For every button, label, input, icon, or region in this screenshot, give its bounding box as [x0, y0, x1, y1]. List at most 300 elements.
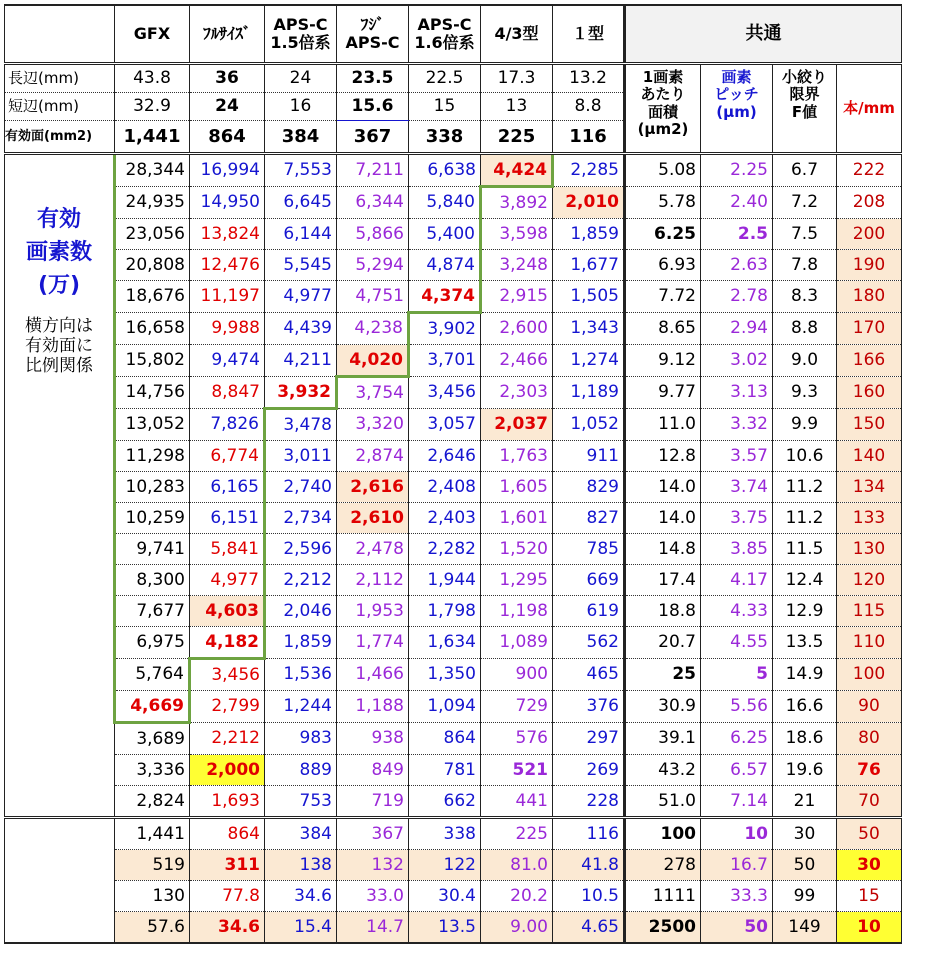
- fnum-cell: 12.9: [773, 596, 837, 627]
- pixel-count-cell: 3,456: [409, 377, 481, 409]
- lpmm-cell: 110: [837, 627, 902, 659]
- pixel-count-cell: 7,677: [115, 596, 190, 627]
- lpmm-cell: 90: [837, 691, 902, 723]
- pixel-count-cell: 4,439: [265, 313, 337, 345]
- pixel-count-cell: 1,343: [553, 313, 625, 345]
- pixel-count-cell: 519: [115, 850, 190, 881]
- pitch-cell: 3.13: [701, 377, 773, 409]
- pixel-count-cell: 2,466: [481, 345, 553, 377]
- lpmm-cell: 15: [837, 881, 902, 912]
- sensor-pixel-table-wrap: [4, 4, 902, 944]
- dim-value: 864: [190, 121, 265, 154]
- pixel-count-cell: 1,798: [409, 596, 481, 627]
- pixel-count-cell: 18,676: [115, 281, 190, 313]
- pixel-count-cell: 81.0: [481, 850, 553, 881]
- fnum-cell: 7.8: [773, 250, 837, 281]
- pixel-count-cell: 23,056: [115, 219, 190, 250]
- dim-value: 17.3: [481, 64, 553, 93]
- pixel-count-cell: 13,824: [190, 219, 265, 250]
- pixel-count-cell: 6,165: [190, 472, 265, 503]
- lpmm-cell: 130: [837, 534, 902, 565]
- fnum-cell: 149: [773, 912, 837, 944]
- pixel-area-cell: 1111: [625, 881, 701, 912]
- pixel-area-cell: 278: [625, 850, 701, 881]
- lpmm-cell: 208: [837, 187, 902, 219]
- pixel-count-cell: 3,754: [337, 377, 409, 409]
- dim-label-short: 短辺(mm): [5, 93, 115, 121]
- dim-value: 15.6: [337, 93, 409, 121]
- pixel-count-cell: 225: [481, 818, 553, 850]
- lpmm-cell: 50: [837, 818, 902, 850]
- fnum-cell: 11.5: [773, 534, 837, 565]
- pixel-area-cell: 14.8: [625, 534, 701, 565]
- dim-label-area: 有効面(mm2): [5, 121, 115, 154]
- pixel-count-cell: 719: [337, 786, 409, 818]
- pixel-count-cell: 384: [265, 818, 337, 850]
- data-row-14: [5, 596, 902, 627]
- pixel-count-cell: 2,874: [337, 441, 409, 472]
- pixel-count-cell: 5,840: [409, 187, 481, 219]
- pixel-area-cell: 17.4: [625, 565, 701, 596]
- pixel-count-cell: 4,977: [265, 281, 337, 313]
- pixel-count-cell: 1,466: [337, 659, 409, 691]
- pixel-count-cell: 6,975: [115, 627, 190, 659]
- pixel-count-cell: 2,824: [115, 786, 190, 818]
- fnum-cell: 7.2: [773, 187, 837, 219]
- pixel-count-cell: 4,977: [190, 565, 265, 596]
- fnum-cell: 99: [773, 881, 837, 912]
- lpmm-cell: 133: [837, 503, 902, 534]
- pixel-count-cell: 1,944: [409, 565, 481, 596]
- pitch-cell: 4.55: [701, 627, 773, 659]
- pixel-count-cell: 2,112: [337, 565, 409, 596]
- pixel-count-cell: 1,536: [265, 659, 337, 691]
- data-row-20: [5, 786, 902, 818]
- data-row-22: [5, 850, 902, 881]
- pixel-count-cell: 3,320: [337, 409, 409, 441]
- pixel-count-cell: 3,248: [481, 250, 553, 281]
- col-header-gfx: GFX: [115, 5, 190, 64]
- pitch-cell: 4.17: [701, 565, 773, 596]
- side-blank-cell: [5, 818, 115, 944]
- pixel-count-cell: 2,478: [337, 534, 409, 565]
- pixel-count-cell: 1,693: [190, 786, 265, 818]
- pixel-area-cell: 14.0: [625, 472, 701, 503]
- fnum-cell: 21: [773, 786, 837, 818]
- pixel-count-cell: 13,052: [115, 409, 190, 441]
- fnum-cell: 16.6: [773, 691, 837, 723]
- pixel-area-cell: 2500: [625, 912, 701, 944]
- data-row-18: [5, 723, 902, 755]
- pixel-count-cell: 2,610: [337, 503, 409, 534]
- data-row-8: [5, 409, 902, 441]
- pixel-count-cell: 130: [115, 881, 190, 912]
- pixel-count-cell: 3,456: [190, 659, 265, 691]
- pixel-count-cell: 116: [553, 818, 625, 850]
- dim-value: 13.2: [553, 64, 625, 93]
- pitch-cell: 10: [701, 818, 773, 850]
- fnum-cell: 9.0: [773, 345, 837, 377]
- pixel-count-cell: 11,197: [190, 281, 265, 313]
- pixel-count-cell: 1,634: [409, 627, 481, 659]
- lpmm-cell: 134: [837, 472, 902, 503]
- data-row-19: [5, 755, 902, 786]
- pixel-count-cell: 9,988: [190, 313, 265, 345]
- pitch-cell: 7.14: [701, 786, 773, 818]
- pixel-area-cell: 25: [625, 659, 701, 691]
- col-header-apsc16-l2: 1.6倍系: [414, 33, 475, 52]
- pixel-count-cell: 753: [265, 786, 337, 818]
- pixel-count-cell: 1,189: [553, 377, 625, 409]
- pixel-count-cell: 2,915: [481, 281, 553, 313]
- dim-value: 116: [553, 121, 625, 154]
- pixel-count-cell: 1,520: [481, 534, 553, 565]
- pixel-count-cell: 3,057: [409, 409, 481, 441]
- pixel-count-cell: 6,774: [190, 441, 265, 472]
- pixel-count-cell: 16,994: [190, 154, 265, 187]
- pixel-count-cell: 376: [553, 691, 625, 723]
- lpmm-cell: 140: [837, 441, 902, 472]
- pixel-count-cell: 15,802: [115, 345, 190, 377]
- dim-value: 32.9: [115, 93, 190, 121]
- pitch-cell: 2.25: [701, 154, 773, 187]
- fnum-cell: 14.9: [773, 659, 837, 691]
- pixel-count-cell: 34.6: [265, 881, 337, 912]
- pixel-count-cell: 900: [481, 659, 553, 691]
- col-header-one: １型: [553, 5, 625, 64]
- data-row-17: [5, 691, 902, 723]
- lpmm-cell: 222: [837, 154, 902, 187]
- pixel-count-cell: 297: [553, 723, 625, 755]
- pixel-count-cell: 7,826: [190, 409, 265, 441]
- fnum-cell: 9.9: [773, 409, 837, 441]
- pixel-count-cell: 2,734: [265, 503, 337, 534]
- pixel-count-cell: 20.2: [481, 881, 553, 912]
- pixel-count-cell: 5,545: [265, 250, 337, 281]
- pixel-count-cell: 7,211: [337, 154, 409, 187]
- col-header-apsc15-l1: APS-C: [273, 15, 328, 35]
- pitch-cell: 2.94: [701, 313, 773, 345]
- pitch-cell: 3.85: [701, 534, 773, 565]
- fnum-cell: 8.8: [773, 313, 837, 345]
- lpmm-cell: 115: [837, 596, 902, 627]
- pixel-count-cell: 2,282: [409, 534, 481, 565]
- dim-value: 13: [481, 93, 553, 121]
- pixel-count-cell: 4,020: [337, 345, 409, 377]
- pixel-count-cell: 6,638: [409, 154, 481, 187]
- pixel-count-cell: 1,094: [409, 691, 481, 723]
- col-header-apsc15: [265, 5, 337, 64]
- pitch-cell: 33.3: [701, 881, 773, 912]
- pixel-count-cell: 4,603: [190, 596, 265, 627]
- pixel-count-cell: 14.7: [337, 912, 409, 944]
- pitch-cell: 2.5: [701, 219, 773, 250]
- pixel-count-cell: 2,303: [481, 377, 553, 409]
- pixel-count-cell: 4,182: [190, 627, 265, 659]
- pixel-count-cell: 3,011: [265, 441, 337, 472]
- fnum-cell: 11.2: [773, 472, 837, 503]
- pitch-cell: 16.7: [701, 850, 773, 881]
- pitch-cell: 4.33: [701, 596, 773, 627]
- pitch-cell: 2.63: [701, 250, 773, 281]
- lpmm-cell: 200: [837, 219, 902, 250]
- pixel-count-cell: 7,553: [265, 154, 337, 187]
- pixel-area-cell: 9.12: [625, 345, 701, 377]
- pixel-count-cell: 2,010: [553, 187, 625, 219]
- common-header-pixel-area: 1画素 あたり 面積 (μm2): [625, 64, 701, 154]
- pixel-count-cell: 311: [190, 850, 265, 881]
- lpmm-cell: 100: [837, 659, 902, 691]
- pitch-cell: 5.56: [701, 691, 773, 723]
- pixel-count-cell: 2,616: [337, 472, 409, 503]
- pixel-area-cell: 100: [625, 818, 701, 850]
- pixel-count-cell: 3,598: [481, 219, 553, 250]
- col-header-fuji-l2: APS-C: [345, 33, 400, 52]
- pixel-count-cell: 1,774: [337, 627, 409, 659]
- data-row-3: [5, 250, 902, 281]
- pixel-count-cell: 8,300: [115, 565, 190, 596]
- pixel-count-cell: 5,294: [337, 250, 409, 281]
- pixel-area-cell: 5.08: [625, 154, 701, 187]
- pixel-count-cell: 2,285: [553, 154, 625, 187]
- pixel-count-cell: 14,950: [190, 187, 265, 219]
- pixel-count-cell: 1,953: [337, 596, 409, 627]
- pixel-count-cell: 2,408: [409, 472, 481, 503]
- col-header-common: 共通: [625, 5, 902, 64]
- pixel-count-cell: 2,046: [265, 596, 337, 627]
- dim-label-long: 長辺(mm): [5, 64, 115, 93]
- pixel-count-cell: 1,244: [265, 691, 337, 723]
- fnum-cell: 9.3: [773, 377, 837, 409]
- pixel-count-cell: 269: [553, 755, 625, 786]
- pixel-count-cell: 576: [481, 723, 553, 755]
- data-row-15: [5, 627, 902, 659]
- pixel-count-cell: 3,478: [265, 409, 337, 441]
- pixel-count-cell: 4,238: [337, 313, 409, 345]
- pixel-count-cell: 5,764: [115, 659, 190, 691]
- pixel-count-cell: 4.65: [553, 912, 625, 944]
- data-row-5: [5, 313, 902, 345]
- pixel-count-cell: 15.4: [265, 912, 337, 944]
- lpmm-cell: 10: [837, 912, 902, 944]
- pixel-area-cell: 20.7: [625, 627, 701, 659]
- col-header-fuji: [337, 5, 409, 64]
- pixel-count-cell: 829: [553, 472, 625, 503]
- col-header-m43: 4/3型: [481, 5, 553, 64]
- pixel-area-cell: 7.72: [625, 281, 701, 313]
- pixel-area-cell: 43.2: [625, 755, 701, 786]
- pitch-cell: 6.25: [701, 723, 773, 755]
- pixel-count-cell: 4,669: [115, 691, 190, 723]
- pixel-count-cell: 2,403: [409, 503, 481, 534]
- pixel-count-cell: 9,741: [115, 534, 190, 565]
- pixel-count-cell: 16,658: [115, 313, 190, 345]
- pixel-count-cell: 864: [409, 723, 481, 755]
- pixel-count-cell: 827: [553, 503, 625, 534]
- header-row: [5, 5, 902, 64]
- pixel-count-cell: 1,295: [481, 565, 553, 596]
- pixel-area-cell: 6.25: [625, 219, 701, 250]
- pixel-count-cell: 3,701: [409, 345, 481, 377]
- data-row-7: [5, 377, 902, 409]
- dim-value: 225: [481, 121, 553, 154]
- pixel-count-cell: 1,089: [481, 627, 553, 659]
- dim-value: 1,441: [115, 121, 190, 154]
- pixel-count-cell: 781: [409, 755, 481, 786]
- pixel-count-cell: 367: [337, 818, 409, 850]
- pixel-count-cell: 938: [337, 723, 409, 755]
- pitch-cell: 3.74: [701, 472, 773, 503]
- pixel-area-cell: 5.78: [625, 187, 701, 219]
- pixel-count-cell: 2,037: [481, 409, 553, 441]
- pitch-cell: 3.02: [701, 345, 773, 377]
- pixel-count-cell: 2,000: [190, 755, 265, 786]
- pixel-count-cell: 6,645: [265, 187, 337, 219]
- data-row-6: [5, 345, 902, 377]
- pixel-count-cell: 1,859: [553, 219, 625, 250]
- lpmm-cell: 80: [837, 723, 902, 755]
- pixel-count-cell: 2,600: [481, 313, 553, 345]
- dim-value: 16: [265, 93, 337, 121]
- pixel-count-cell: 4,211: [265, 345, 337, 377]
- pixel-area-cell: 14.0: [625, 503, 701, 534]
- pixel-count-cell: 9,474: [190, 345, 265, 377]
- pitch-cell: 2.78: [701, 281, 773, 313]
- pixel-count-cell: 122: [409, 850, 481, 881]
- pixel-count-cell: 12,476: [190, 250, 265, 281]
- lpmm-cell: 160: [837, 377, 902, 409]
- pixel-count-cell: 1,198: [481, 596, 553, 627]
- fnum-cell: 50: [773, 850, 837, 881]
- pixel-count-cell: 338: [409, 818, 481, 850]
- dim-value: 24: [190, 93, 265, 121]
- pixel-area-cell: 39.1: [625, 723, 701, 755]
- pixel-count-cell: 521: [481, 755, 553, 786]
- pixel-count-cell: 849: [337, 755, 409, 786]
- pixel-count-cell: 785: [553, 534, 625, 565]
- pitch-cell: 3.75: [701, 503, 773, 534]
- data-row-23: [5, 881, 902, 912]
- pixel-count-cell: 983: [265, 723, 337, 755]
- pixel-count-cell: 4,874: [409, 250, 481, 281]
- pixel-count-cell: 41.8: [553, 850, 625, 881]
- dim-value: 43.8: [115, 64, 190, 93]
- pitch-cell: 3.57: [701, 441, 773, 472]
- dim-value: 23.5: [337, 64, 409, 93]
- pixel-area-cell: 12.8: [625, 441, 701, 472]
- pixel-count-cell: 14,756: [115, 377, 190, 409]
- pixel-count-cell: 138: [265, 850, 337, 881]
- pixel-count-cell: 2,799: [190, 691, 265, 723]
- pixel-area-cell: 6.93: [625, 250, 701, 281]
- data-row-16: [5, 659, 902, 691]
- fnum-cell: 30: [773, 818, 837, 850]
- fnum-cell: 13.5: [773, 627, 837, 659]
- col-header-apsc16: [409, 5, 481, 64]
- col-header-full: ﾌﾙｻｲｽﾞ: [190, 5, 265, 64]
- pixel-area-cell: 8.65: [625, 313, 701, 345]
- pixel-count-cell: 5,400: [409, 219, 481, 250]
- dim-value: 36: [190, 64, 265, 93]
- pixel-count-cell: 1,677: [553, 250, 625, 281]
- pixel-count-cell: 441: [481, 786, 553, 818]
- lpmm-cell: 166: [837, 345, 902, 377]
- pixel-count-cell: 10,259: [115, 503, 190, 534]
- fnum-cell: 7.5: [773, 219, 837, 250]
- pixel-area-cell: 11.0: [625, 409, 701, 441]
- col-header-apsc16-l1: APS-C: [417, 15, 472, 35]
- pixel-count-cell: 889: [265, 755, 337, 786]
- pixel-count-cell: 4,424: [481, 154, 553, 187]
- pixel-count-cell: 33.0: [337, 881, 409, 912]
- pixel-count-cell: 1,052: [553, 409, 625, 441]
- side-label-cell: [5, 154, 115, 818]
- pixel-count-cell: 10.5: [553, 881, 625, 912]
- lpmm-cell: 180: [837, 281, 902, 313]
- pixel-count-cell: 2,740: [265, 472, 337, 503]
- side-note: 横方向は 有効面に 比例関係: [25, 315, 93, 377]
- pixel-count-cell: 132: [337, 850, 409, 881]
- fnum-cell: 8.3: [773, 281, 837, 313]
- lpmm-cell: 120: [837, 565, 902, 596]
- common-header-lpmm: 本/mm: [837, 64, 902, 154]
- pixel-count-cell: 3,689: [115, 723, 190, 755]
- pixel-count-cell: 228: [553, 786, 625, 818]
- data-row-1: [5, 187, 902, 219]
- pixel-count-cell: 24,935: [115, 187, 190, 219]
- dim-row-long: [5, 64, 902, 93]
- pixel-count-cell: 6,144: [265, 219, 337, 250]
- pixel-count-cell: 864: [190, 818, 265, 850]
- dim-value: 22.5: [409, 64, 481, 93]
- pixel-count-cell: 6,344: [337, 187, 409, 219]
- data-row-9: [5, 441, 902, 472]
- pixel-count-cell: 2,212: [265, 565, 337, 596]
- pixel-count-cell: 619: [553, 596, 625, 627]
- col-header-apsc15-l2: 1.5倍系: [270, 33, 331, 52]
- dim-value: 367: [337, 121, 409, 154]
- pixel-count-cell: 10,283: [115, 472, 190, 503]
- pixel-count-cell: 30.4: [409, 881, 481, 912]
- pixel-count-cell: 1,350: [409, 659, 481, 691]
- pixel-count-cell: 2,212: [190, 723, 265, 755]
- pixel-area-cell: 9.77: [625, 377, 701, 409]
- common-header-pitch: 画素 ピッチ (μm): [701, 64, 773, 154]
- pitch-cell: 6.57: [701, 755, 773, 786]
- fnum-cell: 6.7: [773, 154, 837, 187]
- pixel-count-cell: 20,808: [115, 250, 190, 281]
- pixel-count-cell: 28,344: [115, 154, 190, 187]
- pixel-count-cell: 3,902: [409, 313, 481, 345]
- pitch-cell: 3.32: [701, 409, 773, 441]
- fnum-cell: 18.6: [773, 723, 837, 755]
- dim-value: 384: [265, 121, 337, 154]
- data-row-24: [5, 912, 902, 944]
- pixel-count-cell: 1,274: [553, 345, 625, 377]
- pixel-count-cell: 1,859: [265, 627, 337, 659]
- pixel-count-cell: 562: [553, 627, 625, 659]
- lpmm-cell: 70: [837, 786, 902, 818]
- pixel-count-cell: 4,374: [409, 281, 481, 313]
- pixel-count-cell: 6,151: [190, 503, 265, 534]
- pixel-count-cell: 3,932: [265, 377, 337, 409]
- pixel-count-cell: 57.6: [115, 912, 190, 944]
- sensor-pixel-table: [4, 4, 902, 944]
- pixel-area-cell: 30.9: [625, 691, 701, 723]
- fnum-cell: 19.6: [773, 755, 837, 786]
- fnum-cell: 10.6: [773, 441, 837, 472]
- pixel-count-cell: 9.00: [481, 912, 553, 944]
